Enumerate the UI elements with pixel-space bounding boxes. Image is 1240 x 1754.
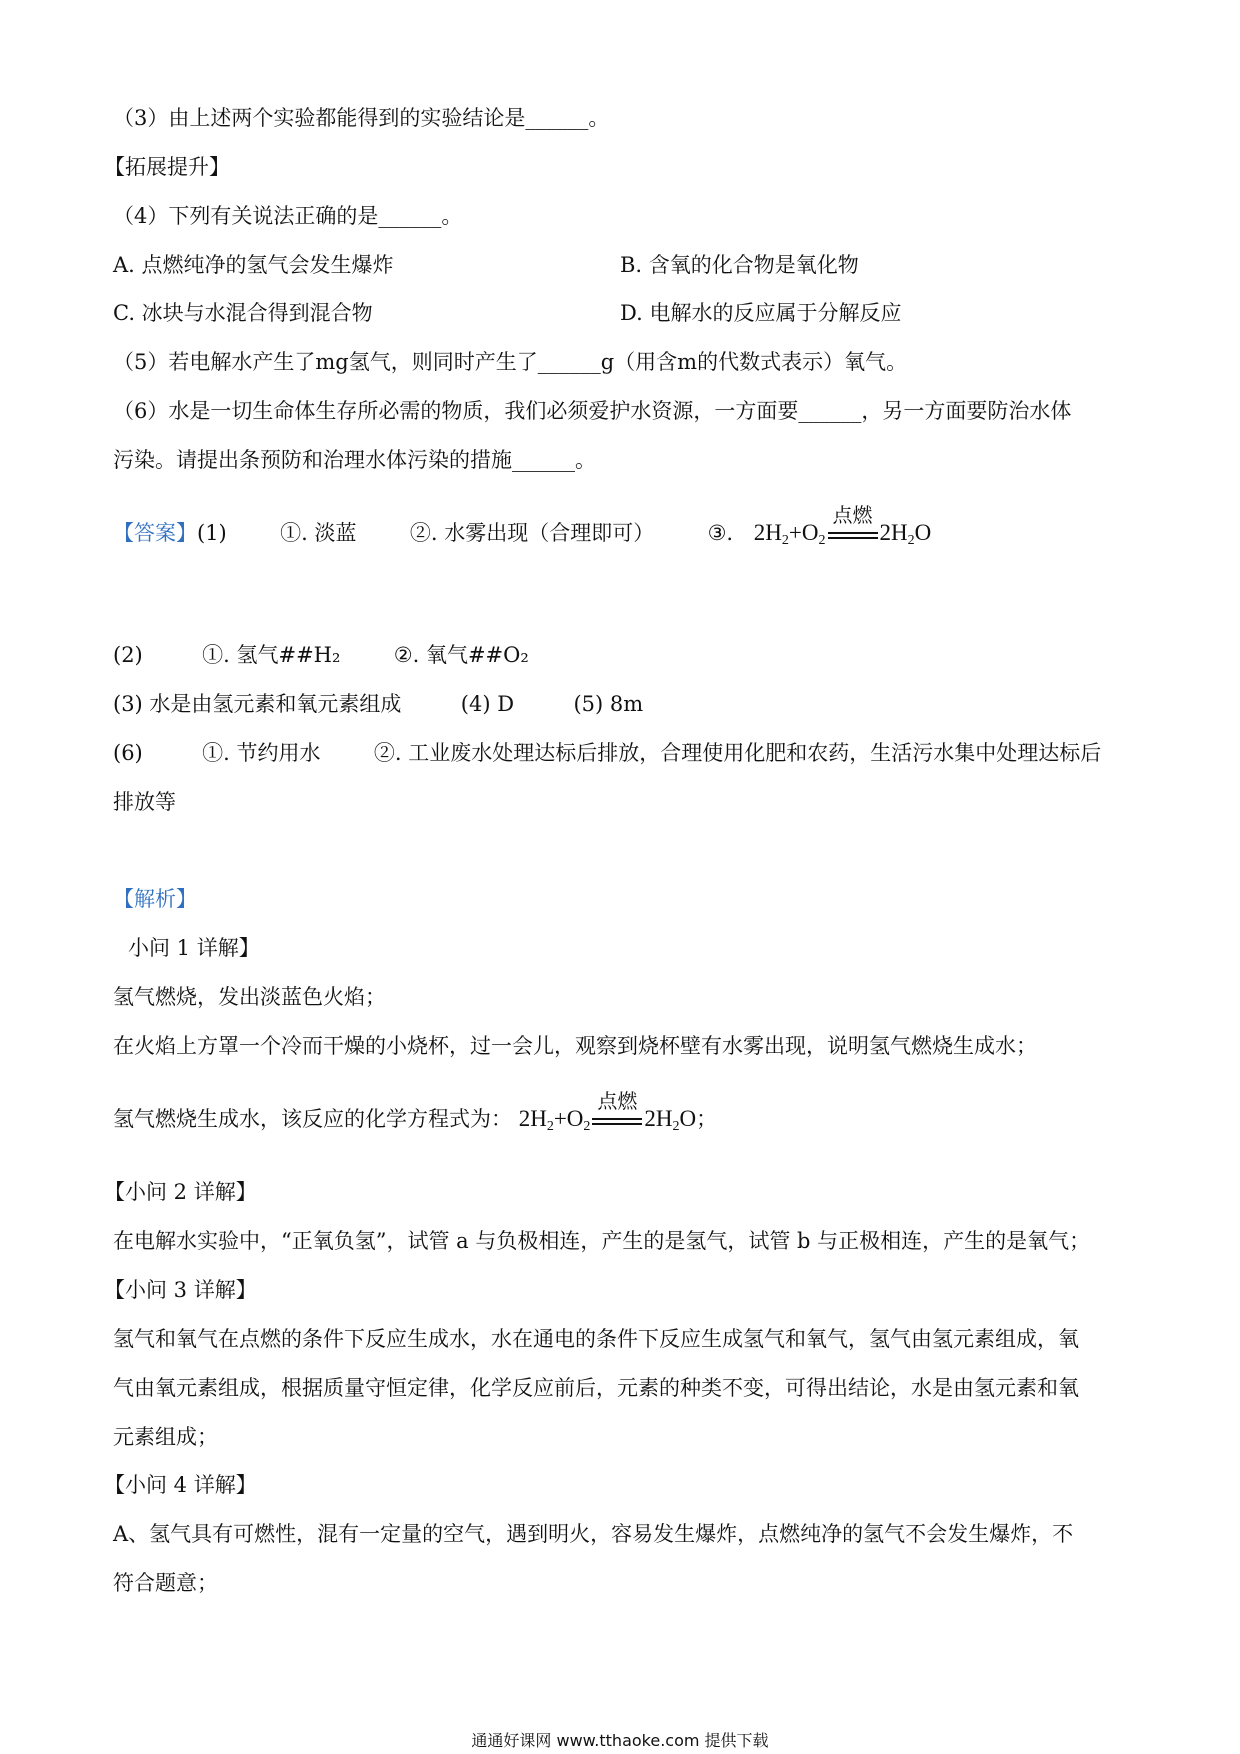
answer-5: (5) 8m — [573, 692, 644, 716]
chemical-equation-analysis: $2H_2+O_2$ 点燃 $2H_2O$ — [519, 1104, 696, 1142]
subquestion-4-line2: 符合题意； — [113, 1571, 218, 1595]
answer-line-6 — [113, 738, 1101, 768]
answer-1-part2: ②. 水雾出现（合理即可） — [409, 521, 655, 545]
question-5: （5）若电解水产生了mg氢气，则同时产生了______g（用含m的代数式表示）氧气。 — [113, 350, 908, 374]
answer-3: (3) 水是由氢元素和氧元素组成 — [113, 692, 402, 716]
answer-2-part1: ①. 氢气##H₂ — [202, 643, 341, 667]
subquestion-2-title: 【小问 2 详解】 — [104, 1180, 257, 1204]
section-heading-extension: 【拓展提升】 — [104, 155, 230, 179]
answer-1-number: (1) — [197, 521, 227, 545]
question-6-line2: 污染。请提出条预防和治理水体污染的措施______。 — [113, 448, 596, 472]
option-b: B. 含氧的化合物是氧化物 — [620, 253, 859, 277]
answer-6-part1: ①. 节约用水 — [202, 741, 321, 765]
answer-tag: 【答案】 — [113, 521, 197, 545]
analysis-tag: 【解析】 — [113, 887, 197, 911]
subquestion-4-line1: A、氢气具有可燃性，混有一定量的空气，遇到明火，容易发生爆炸，点燃纯净的氢气不会发生爆炸，不 — [113, 1522, 1074, 1546]
option-d: D. 电解水的反应属于分解反应 — [620, 301, 902, 325]
subquestion-3-line1: 氢气和氧气在点燃的条件下反应生成水，水在通电的条件下反应生成氢气和氧气，氢气由氢元素组成，氧 — [113, 1327, 1079, 1351]
answer-4: (4) D — [460, 692, 515, 716]
answer-2-part2: ②. 氧气##O₂ — [393, 643, 529, 667]
option-a: A. 点燃纯净的氢气会发生爆炸 — [113, 253, 394, 277]
subquestion-2-line1: 在电解水实验中，“正氧负氢”，试管 a 与负极相连，产生的是氢气，试管 b 与正极相连，产生的是氧气； — [113, 1229, 1091, 1253]
subquestion-3-line3: 元素组成； — [113, 1425, 218, 1449]
question-3: （3）由上述两个实验都能得到的实验结论是______。 — [113, 106, 610, 130]
answer-2-number: (2) — [113, 643, 143, 667]
subquestion-1-line2: 在火焰上方罩一个冷而干燥的小烧杯，过一会儿，观察到烧杯壁有水雾出现，说明氢气燃烧生成水； — [113, 1034, 1037, 1058]
answer-line-2 — [113, 640, 529, 670]
subquestion-1-line1: 氢气燃烧，发出淡蓝色火焰； — [113, 985, 386, 1009]
subquestion-4-title: 【小问 4 详解】 — [104, 1473, 257, 1497]
page-footer: 通通好课网 www.tthaoke.com 提供下载 — [471, 1731, 769, 1750]
reaction-arrow — [592, 1088, 642, 1136]
chemical-equation: $2H_2+O_2$ 点燃 $2H_2O$ — [754, 518, 931, 556]
answer-6-number: (6) — [113, 741, 143, 765]
answer-line-1 — [113, 502, 932, 556]
reaction-condition: 点燃 — [597, 1088, 638, 1113]
answer-line-3 — [113, 689, 643, 719]
subquestion-3-title: 【小问 3 详解】 — [104, 1278, 257, 1302]
subquestion-1-title: 小问 1 详解】 — [128, 936, 260, 960]
answer-1-part1: ①. 淡蓝 — [280, 521, 357, 545]
reaction-condition: 点燃 — [832, 502, 873, 527]
answer-line-6-cont: 排放等 — [113, 790, 176, 814]
answer-1-part3: ③. — [707, 521, 734, 545]
question-6-line1: （6）水是一切生命体生存所必需的物质，我们必须爱护水资源，一方面要______，另一方面要防治水体 — [113, 399, 1072, 423]
answer-6-part2: ②. 工业废水处理达标后排放，合理使用化肥和农药，生活污水集中处理达标后 — [373, 741, 1102, 765]
subquestion-1-line3: 氢气燃烧生成水，该反应的化学方程式为： $2H_2+O_2$ 点燃 $2H_2O$； — [113, 1104, 717, 1142]
subquestion-3-line2: 气由氧元素组成，根据质量守恒定律，化学反应前后，元素的种类不变，可得出结论，水是由氢元素和氧 — [113, 1376, 1079, 1400]
question-4: （4）下列有关说法正确的是______。 — [113, 204, 463, 228]
reaction-arrow — [828, 502, 878, 550]
option-c: C. 冰块与水混合得到混合物 — [113, 301, 373, 325]
